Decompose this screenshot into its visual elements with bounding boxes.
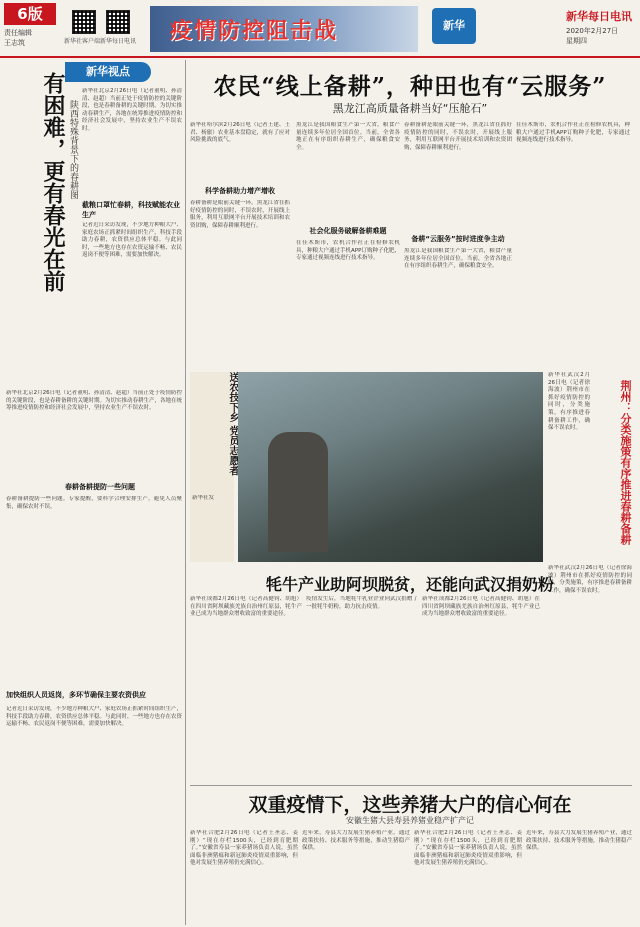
banner-text: 疫情防控阻击战: [170, 19, 339, 44]
bottom-body-1: 新华社合肥2月26日电（记者王圣志、姜刚）“现在存栏1500头，已经到育肥期了。”安徽省寿县一家养猪场负责人说，虽然面临非洲猪瘟和新冠肺炎疫情双重影响，但他对发展生猪养殖仍充满信心。: [190, 830, 298, 867]
column-divider: [185, 60, 186, 925]
lead-body-5: 春耕备耕是眼前关键一环，黑龙江省在抓好疫情防控的同时，不误农时，开展线上服务，利用互联网平台开展技术培训和农资团购，保障春耕顺利进行。: [404, 122, 512, 151]
left-headline: 有困难，更有春光在前: [40, 72, 66, 292]
date-text: 2020年2月27日: [566, 27, 619, 35]
mid-body-3: 新华社成都2月26日电（记者高健钧、胡旭）在四川省阿坝藏族羌族自治州红原县，牦牛产业已成为当地群众增收致富的重要途径。: [422, 596, 540, 618]
news-photo: [238, 372, 543, 562]
lead-body-2: 春耕备耕是眼前关键一环，黑龙江省在抓好疫情防控的同时，不误农时，开展线上服务，利用互联网平台开展技术培训和农资团购，保障春耕顺利进行。: [190, 200, 290, 229]
qr1-caption: 新华社客户端: [64, 38, 101, 45]
right-body: 新华社武汉2月26日电（记者徐海波）荆州市在抓好疫情防控的同时，分类施策，有序推进春耕备耕工作，确保不误农时。: [548, 372, 590, 432]
editor-label: 责任编辑: [4, 29, 32, 37]
qr2-caption: 新华每日电讯: [100, 38, 137, 45]
lead-sub-2: 社会化服务破解备耕难题: [309, 227, 387, 235]
xinhua-logo: 新华: [432, 8, 476, 44]
right-body-2: 新华社武汉2月26日电（记者徐海波）荆州市在抓好疫情防控的同时，分类施策，有序推进春耕备耕工作，确保不误农时。: [548, 565, 632, 594]
mid-title: 牦牛产业助阿坝脱贫，还能向武汉捐奶粉: [265, 575, 554, 594]
qr-code-icon: [72, 10, 96, 34]
xinhua-view-tag: 新华视点: [65, 62, 151, 82]
paper-date: [566, 26, 618, 46]
left-body-2: 记者近日采访发现，不少地方种粮大户、家庭农场正抓紧时间组织生产，科技手段助力春耕，农资供应总体平稳。与此同时，一些地方也存在农资运输不畅、农民返岗不便等困难，需要加快解决。: [82, 222, 182, 259]
left-sub-3: 加快组织人员返岗，多环节确保主要农资供应: [6, 691, 146, 699]
bottom-body-3: 新华社合肥2月26日电（记者王圣志、姜刚）“现在存栏1500头，已经到育肥期了。”安徽省寿县一家养猪场负责人说，虽然面临非洲猪瘟和新冠肺炎疫情双重影响，但他对发展生猪养殖仍充满信心。: [414, 830, 522, 867]
mid-body-2: 疫情发生后，当地牦牛乳业企业向武汉捐赠了一批牦牛奶粉，助力抗击疫情。: [306, 596, 418, 610]
weekday-text: 星期四: [566, 37, 587, 45]
topic-banner: [150, 6, 418, 52]
lead-body-7: 在佳木斯市，农机合作社正在检修农机具，种粮大户通过手机APP订购种子化肥，专家通过视频连线进行技术指导。: [516, 122, 630, 144]
page-header: [0, 0, 640, 64]
right-headline: 荆州：分类施策有序推进春耕备耕: [619, 380, 632, 545]
lead-body-6: 黑龙江是我国粮食生产第一大省，粮食产量连续多年位居全国首位。当前，全省各地正在有序组织春耕生产，确保粮食安全。: [404, 248, 512, 270]
bottom-body-4: 近年来，寿县大力发展生猪养殖产业，通过政策扶持、技术服务等措施，推动生猪稳产保供。: [526, 830, 632, 852]
left-body-3: 新华社北京2月26日电（记者董明、孙清清、赵超）当前正处于疫情防控的关键阶段，也是春耕备耕的关键时期。为切实推动春耕生产，各地在统筹推进疫情防控和经济社会发展中，坚持农业生产不误农时。: [6, 390, 182, 412]
header-rule: [0, 56, 640, 58]
lead-subtitle: 黑龙江高质量备耕当好“压舱石”: [332, 102, 488, 115]
lead-body-1: 新华社哈尔滨2月26日电（记者王建、王君、杨旅）农业基本盘稳定，就有了应对风险挑战的底气。: [190, 122, 290, 144]
lead-sub-3: 备耕“云服务”按时进度争主动: [411, 235, 505, 243]
lead-sub-1: 科学备耕助力增产增收: [205, 187, 275, 195]
left-sub-2: 春耕备耕提防一些问题: [65, 483, 135, 491]
mid-body-1: 新华社成都2月26日电（记者高健钧、胡旭）在四川省阿坝藏族羌族自治州红原县，牦牛产业已成为当地群众增收致富的重要途径。: [190, 596, 302, 618]
edition-badge: 6版: [4, 3, 56, 25]
lead-body-3: 黑龙江是我国粮食生产第一大省，粮食产量连续多年位居全国首位。当前，全省各地正在有序组织春耕生产，确保粮食安全。: [296, 122, 400, 151]
left-body-4: 春耕备耕提防一些问题。专家提醒，要科学合理安排生产，避免人员聚集，确保农时不误。: [6, 496, 182, 510]
qr-code-icon: [106, 10, 130, 34]
bottom-body-2: 近年来，寿县大力发展生猪养殖产业，通过政策扶持、技术服务等措施，推动生猪稳产保供。: [302, 830, 410, 852]
editor-name: 王志筑: [4, 39, 25, 47]
photo-caption: 送农技下乡 党员志愿者: [227, 372, 238, 476]
paper-name: 新华每日电讯: [566, 10, 632, 23]
bottom-subtitle: 安徽生猪大县寿县养猪业稳产扩产记: [346, 816, 474, 825]
bottom-title: 双重疫情下，这些养猪大户的信心何在: [248, 794, 572, 816]
photo-credit: 新华社发: [192, 495, 215, 501]
left-body-1: 新华社北京2月26日电（记者董明、孙清清、赵超）当前正处于疫情防控的关键阶段，也是春耕备耕的关键时期。为切实推动春耕生产，各地在统筹推进疫情防控和经济社会发展中，坚持农业生产不误农时。: [82, 88, 182, 132]
left-sub-1: 截粮口罩忙春耕，科技赋能农业生产: [82, 201, 180, 219]
left-subhead: 陕西特殊背景下的春耕图: [68, 100, 78, 199]
lead-title: 农民“线上备耕”，种田也有“云服务”: [213, 73, 607, 100]
left-body-5: 记者近日采访发现，不少地方种粮大户、家庭农场正抓紧时间组织生产，科技手段助力春耕，农资供应总体平稳。与此同时，一些地方也存在农资运输不畅、农民返岗不便等困难，需要加快解决。: [6, 706, 182, 728]
editor-info: [4, 28, 32, 48]
section-divider: [190, 785, 632, 786]
lead-body-4: 在佳木斯市，农机合作社正在检修农机具，种粮大户通过手机APP订购种子化肥，专家通过视频连线进行技术指导。: [296, 240, 400, 262]
